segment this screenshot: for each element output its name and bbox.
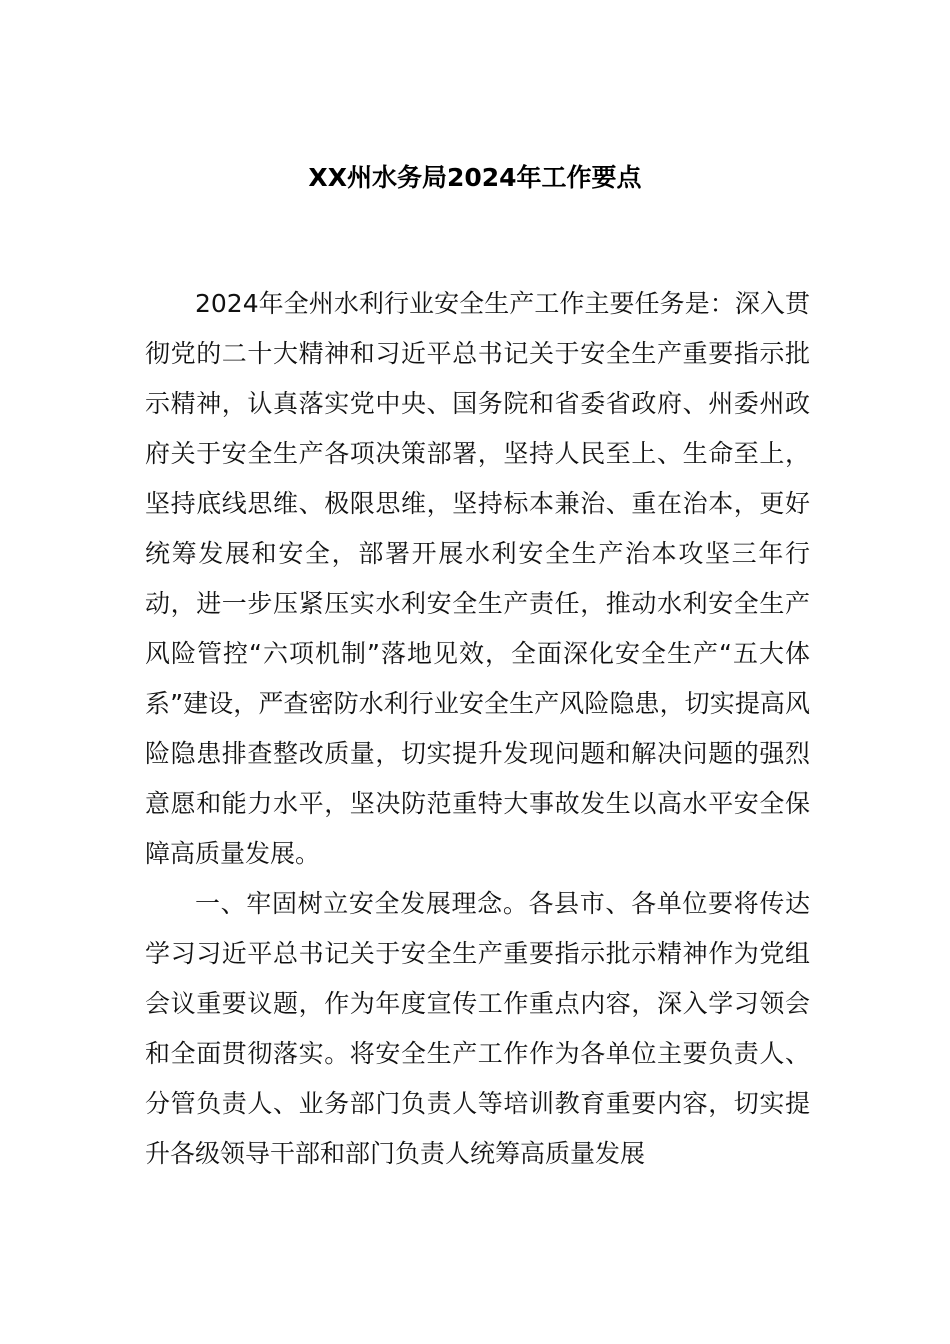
document-body — [145, 279, 810, 1179]
paragraph-intro: 2024年全州水利行业安全生产工作主要任务是：深入贯彻党的二十大精神和习近平总书记关于安全生产重要指示批示精神，认真落实党中央、国务院和省委省政府、州委州政府关于安全生产各项决策部署，坚持人民至上、生命至上，坚持底线思维、极限思维，坚持标本兼治、重在治本，更好统筹发展和安全，部署开展水利安全生产治本攻坚三年行动，进一步压紧压实水利安全生产责任，推动水利安全生产风险管控“六项机制”落地见效，全面深化安全生产“五大体系”建设，严查密防水利行业安全生产风险隐患，切实提高风险隐患排查整改质量，切实提升发现问题和解决问题的强烈意愿和能力水平，坚决防范重特大事故发生以高水平安全保障高质量发展。 — [145, 289, 810, 868]
document-title: XX州水务局2024年工作要点 — [308, 163, 642, 192]
paragraph-section-1: 一、牢固树立安全发展理念。各县市、各单位要将传达学习习近平总书记关于安全生产重要指示批示精神作为党组会议重要议题，作为年度宣传工作重点内容，深入学习领会和全面贯彻落实。将安全生产工作作为各单位主要负责人、分管负责人、业务部门负责人等培训教育重要内容，切实提升各级领导干部和部门负责人统筹高质量发展 — [145, 889, 810, 1168]
